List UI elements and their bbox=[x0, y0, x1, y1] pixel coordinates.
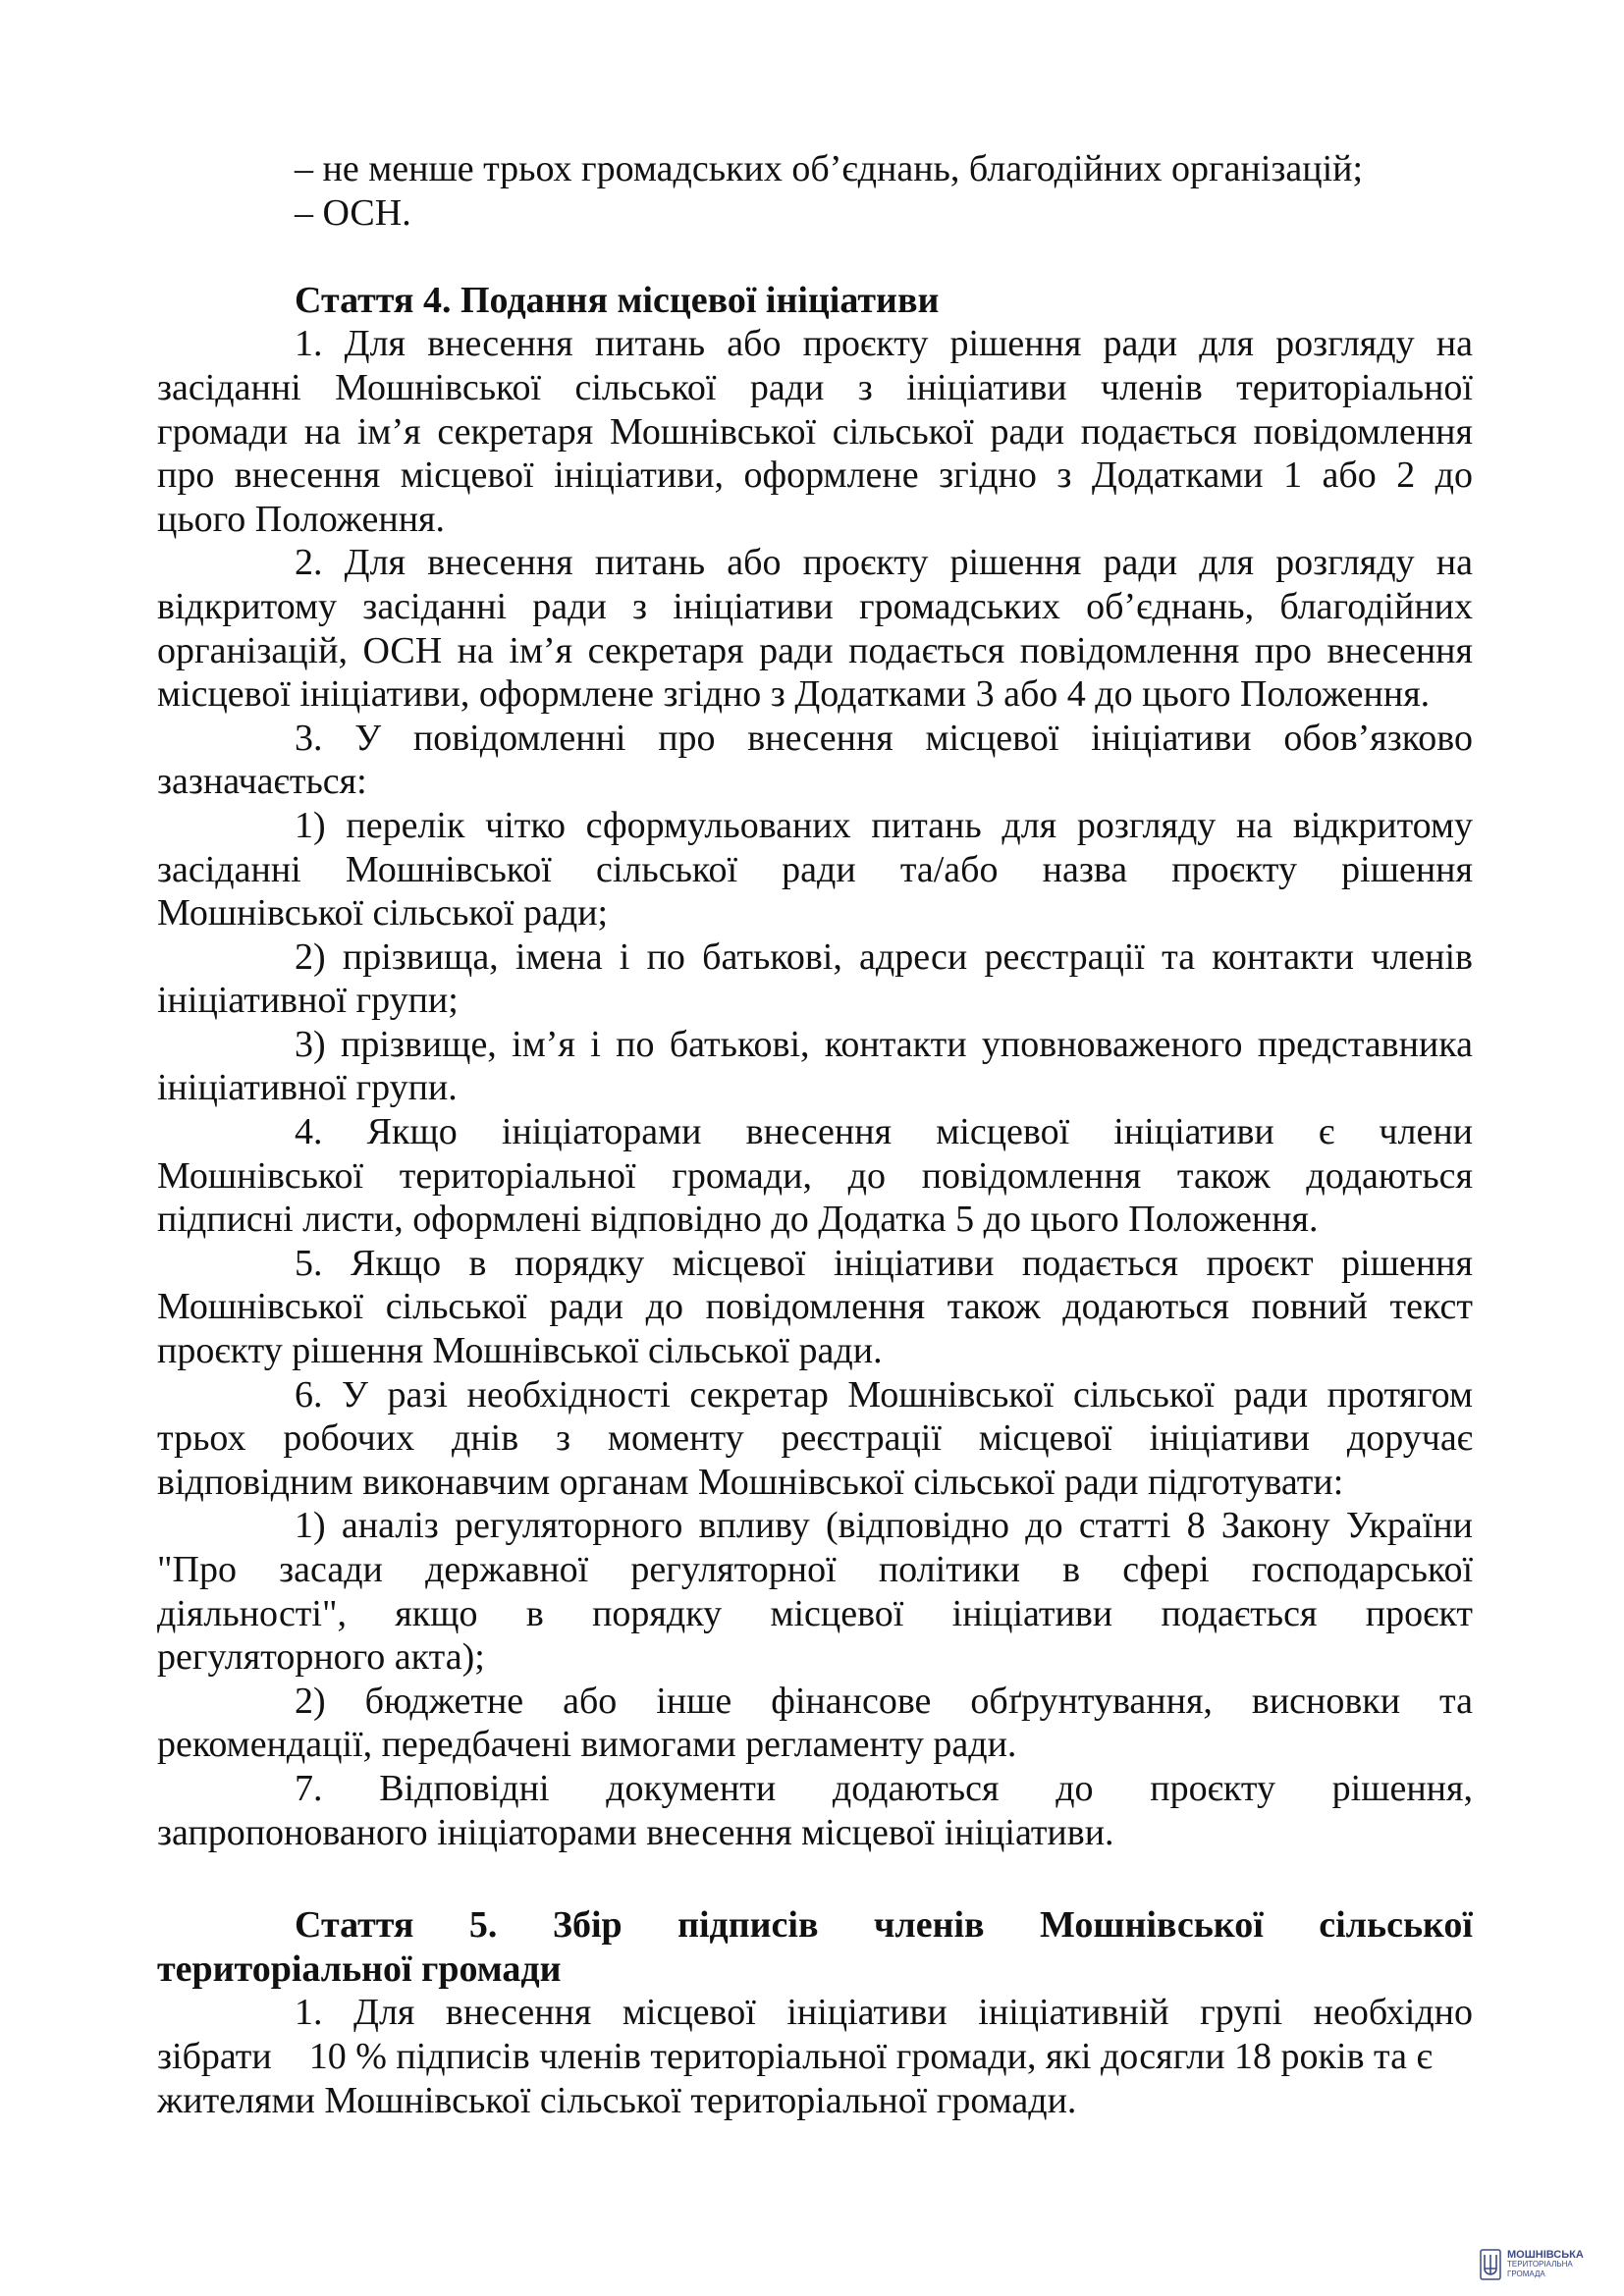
blank-line bbox=[157, 1854, 1473, 1903]
text-line: цього Положення. bbox=[157, 498, 446, 540]
text-line: 2. Для внесення питань або проєкту рішення ради для розгляду на bbox=[295, 542, 1473, 584]
text-line: рекомендації, передбачені вимогами регламенту ради. bbox=[157, 1724, 1017, 1766]
text-line: Мошнівської територіальної громади, до повідомлення також додаються bbox=[157, 1154, 1473, 1197]
document-page bbox=[157, 147, 1473, 2122]
article-5-heading-cont: територіальної громади bbox=[157, 1948, 562, 1990]
logo-subtitle: ТЕРИТОРІАЛЬНА bbox=[1507, 2260, 1573, 2269]
text-line: трьох робочих днів з моменту реєстрації місцевої ініціативи доручає bbox=[157, 1417, 1473, 1460]
text-line: 1) перелік чітко сформульованих питань для розгляду на відкритому bbox=[295, 804, 1473, 846]
text-line: жителями Мошнівської сільської територіальної громади. bbox=[157, 2079, 1077, 2121]
blank-line bbox=[157, 235, 1473, 279]
text-line: 6. У разі необхідності секретар Мошнівської сільської ради протягом bbox=[295, 1373, 1473, 1415]
logo-subtitle: ГРОМАДА bbox=[1507, 2269, 1545, 2278]
text-line: 5. Якщо в порядку місцевої ініціативи подається проєкт рішення bbox=[295, 1242, 1473, 1284]
text-line: 1. Для внесення питань або проєкту рішення ради для розгляду на bbox=[295, 323, 1473, 365]
text-line: відповідним виконавчим органам Мошнівської сільської ради підготувати: bbox=[157, 1461, 1344, 1503]
text-line: організацій, ОСН на ім’я секретаря ради подається повідомлення про внесення bbox=[157, 629, 1473, 671]
text-line: запропонованого ініціаторами внесення місцевої ініціативи. bbox=[157, 1811, 1114, 1853]
text-line: Мошнівської сільської ради; bbox=[157, 892, 609, 934]
text-line: засіданні Мошнівської сільської ради з ініціативи членів територіальної bbox=[157, 366, 1473, 408]
text-line: ініціативної групи; bbox=[157, 980, 459, 1022]
text-line: громади на ім’я секретаря Мошнівської сільської ради подається повідомлення bbox=[157, 410, 1473, 453]
text-line: регуляторного акта); bbox=[157, 1636, 485, 1679]
text-line: "Про засади державної регуляторної політики в сфері господарської bbox=[157, 1549, 1473, 1590]
text-line: місцевої ініціативи, оформлене згідно з Додатками 3 або 4 до цього Положення. bbox=[157, 673, 1431, 716]
text-line: 3. У повідомленні про внесення місцевої ініціативи обов’язково bbox=[295, 717, 1473, 759]
text-line: зазначається: bbox=[157, 761, 367, 803]
article-5-heading: Стаття 5. Збір підписів членів Мошнівської сільської bbox=[295, 1904, 1473, 1947]
trident-emblem-icon bbox=[1480, 2249, 1501, 2280]
text-line: 3) прізвище, ім’я і по батькові, контакти уповноваженого представника bbox=[295, 1023, 1473, 1065]
text-line: про внесення місцевої ініціативи, оформлене згідно з Додатками 1 або 2 до bbox=[157, 454, 1473, 497]
text-line: відкритому засіданні ради з ініціативи громадських об’єднань, благодійних bbox=[157, 585, 1473, 627]
text-line: діяльності", якщо в порядку місцевої ініціативи подається проєкт bbox=[157, 1592, 1473, 1634]
logo-title: МОШНІВСЬКА bbox=[1507, 2249, 1584, 2261]
text-line: 1. Для внесення місцевої ініціативи ініціативній групі необхідно bbox=[295, 1992, 1473, 2034]
text-line: 2) прізвища, імена і по батькові, адреси реєстрації та контакти членів bbox=[295, 935, 1473, 978]
text-line: 1) аналіз регуляторного впливу (відповідно до статті 8 Закону України bbox=[295, 1505, 1473, 1547]
text-line: 7. Відповідні документи додаються до проєкту рішення, bbox=[295, 1767, 1473, 1809]
text-line: підписні листи, оформлені відповідно до Додатка 5 до цього Положення. bbox=[157, 1199, 1319, 1241]
community-logo bbox=[1480, 2249, 1584, 2280]
text-line: зібрати 10 % підписів членів територіальної громади, які досягли 18 років та є bbox=[157, 2035, 1433, 2077]
text-line: проєкту рішення Мошнівської сільської ради. bbox=[157, 1330, 883, 1372]
text-line: – ОСН. bbox=[295, 191, 411, 234]
text-line: Мошнівської сільської ради до повідомлення також додаються повний текст bbox=[157, 1286, 1473, 1328]
text-line: 2) бюджетне або інше фінансове обґрунтування, висновки та bbox=[295, 1680, 1473, 1722]
text-line: – не менше трьох громадських об’єднань, благодійних організацій; bbox=[295, 148, 1364, 189]
article-4-heading: Стаття 4. Подання місцевої ініціативи bbox=[295, 279, 940, 321]
text-line: засіданні Мошнівської сільської ради та/або назва проєкту рішення bbox=[157, 848, 1473, 890]
text-line: 4. Якщо ініціаторами внесення місцевої ініціативи є члени bbox=[295, 1111, 1473, 1153]
text-line: ініціативної групи. bbox=[157, 1067, 458, 1109]
